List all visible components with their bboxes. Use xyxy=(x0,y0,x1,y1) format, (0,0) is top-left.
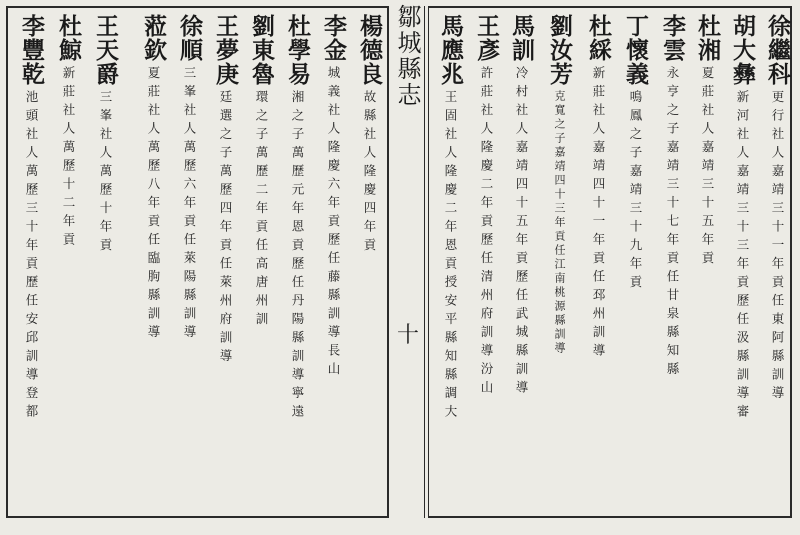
entry-name: 李雲 xyxy=(659,14,686,62)
entry-desc: 冷村社人嘉靖四十五年貢歷任武城縣訓導 xyxy=(514,66,529,399)
entry-left-1 xyxy=(356,14,382,514)
entry-desc: 廷選之子萬歷四年貢任萊州府訓導 xyxy=(218,90,233,368)
entry-desc: 許莊社人隆慶二年貢歷任清州府訓導汾山 xyxy=(479,66,494,399)
gutter-line-left xyxy=(388,6,389,518)
entry-name: 徐繼科 xyxy=(764,14,791,86)
entry-desc: 三峯社人萬歷十年貢 xyxy=(98,90,113,257)
entry-right-9 xyxy=(473,14,499,514)
entry-name: 楊德良 xyxy=(356,14,383,86)
entry-desc: 故縣社人隆慶四年貢 xyxy=(362,90,377,257)
entry-desc: 夏莊社人嘉靖三十五年貢 xyxy=(700,66,715,270)
entry-name: 王夢庚 xyxy=(212,14,239,86)
entry-left-3 xyxy=(284,14,310,514)
page-number: 十 xyxy=(397,323,420,348)
entry-name: 徐順 xyxy=(176,14,203,62)
entry-left-6 xyxy=(176,14,202,514)
entry-desc: 新河社人嘉靖三十三年貢歷任汲縣訓導審 xyxy=(735,90,750,423)
entry-name: 蒞欽 xyxy=(140,14,167,62)
entry-right-7 xyxy=(546,14,572,514)
entry-name: 馬訓 xyxy=(508,14,535,62)
entry-desc: 城義社人隆慶六年貢歷任藤縣訓導長山 xyxy=(326,66,341,381)
entry-desc: 湘之子萬歷元年恩貢歷任丹陽縣訓導寧遠 xyxy=(290,90,305,423)
entry-desc: 池頭社人萬歷三十年貢歷任安邱訓導登都 xyxy=(24,90,39,423)
entry-left-9 xyxy=(55,14,81,514)
entry-name: 馬應兆 xyxy=(437,14,464,86)
entry-desc: 新莊社人萬歷十二年貢 xyxy=(61,66,76,251)
entry-name: 劉汝芳 xyxy=(546,14,573,86)
entry-desc: 永亨之子嘉靖三十七年貢任甘泉縣知縣 xyxy=(665,66,680,381)
entry-right-8 xyxy=(508,14,534,514)
entry-desc: 克寬之子嘉靖四十三年貢任江南桃源縣訓導 xyxy=(553,90,566,356)
entry-desc: 三峯社人萬歷六年貢任萊陽縣訓導 xyxy=(182,66,197,344)
entry-right-6 xyxy=(585,14,611,514)
entry-name: 李金 xyxy=(320,14,347,62)
entry-name: 李豐乾 xyxy=(18,14,45,86)
entry-right-3 xyxy=(694,14,720,514)
entry-name: 劉東魯 xyxy=(248,14,275,86)
entry-name: 杜學易 xyxy=(284,14,311,86)
entry-name: 杜綵 xyxy=(585,14,612,62)
entry-name: 丁懷義 xyxy=(622,14,649,86)
entry-name: 王彥 xyxy=(473,14,500,62)
book-title: 鄒城縣志 xyxy=(393,4,421,108)
entry-left-2 xyxy=(320,14,346,514)
entry-right-5 xyxy=(622,14,648,514)
gutter-line-right xyxy=(424,6,425,518)
entry-left-5 xyxy=(212,14,238,514)
entry-name: 胡大彝 xyxy=(729,14,756,86)
entry-desc: 新莊社人嘉靖四十一年貢任邳州訓導 xyxy=(591,66,606,362)
entry-desc: 王固社人隆慶二年恩貢授安平縣知縣調大 xyxy=(443,90,458,423)
entry-desc: 夏莊社人萬歷八年貢任臨朐縣訓導 xyxy=(146,66,161,344)
entry-right-10 xyxy=(437,14,463,514)
entry-left-4 xyxy=(248,14,274,514)
entry-name: 杜鯨 xyxy=(55,14,82,62)
entry-name: 王天爵 xyxy=(92,14,119,86)
entry-left-10 xyxy=(18,14,44,514)
entry-right-2 xyxy=(729,14,755,514)
entry-desc: 更行社人嘉靖三十一年貢任東阿縣訓導 xyxy=(770,90,785,405)
entry-left-8 xyxy=(92,14,118,514)
entry-name: 杜湘 xyxy=(694,14,721,62)
entry-desc: 環之子萬歷二年貢任高唐州訓 xyxy=(254,90,269,331)
entry-desc: 鳴鳳之子嘉靖三十九年貢 xyxy=(628,90,643,294)
entry-left-7 xyxy=(140,14,166,514)
entry-right-4 xyxy=(659,14,685,514)
entry-right-1 xyxy=(764,14,790,514)
